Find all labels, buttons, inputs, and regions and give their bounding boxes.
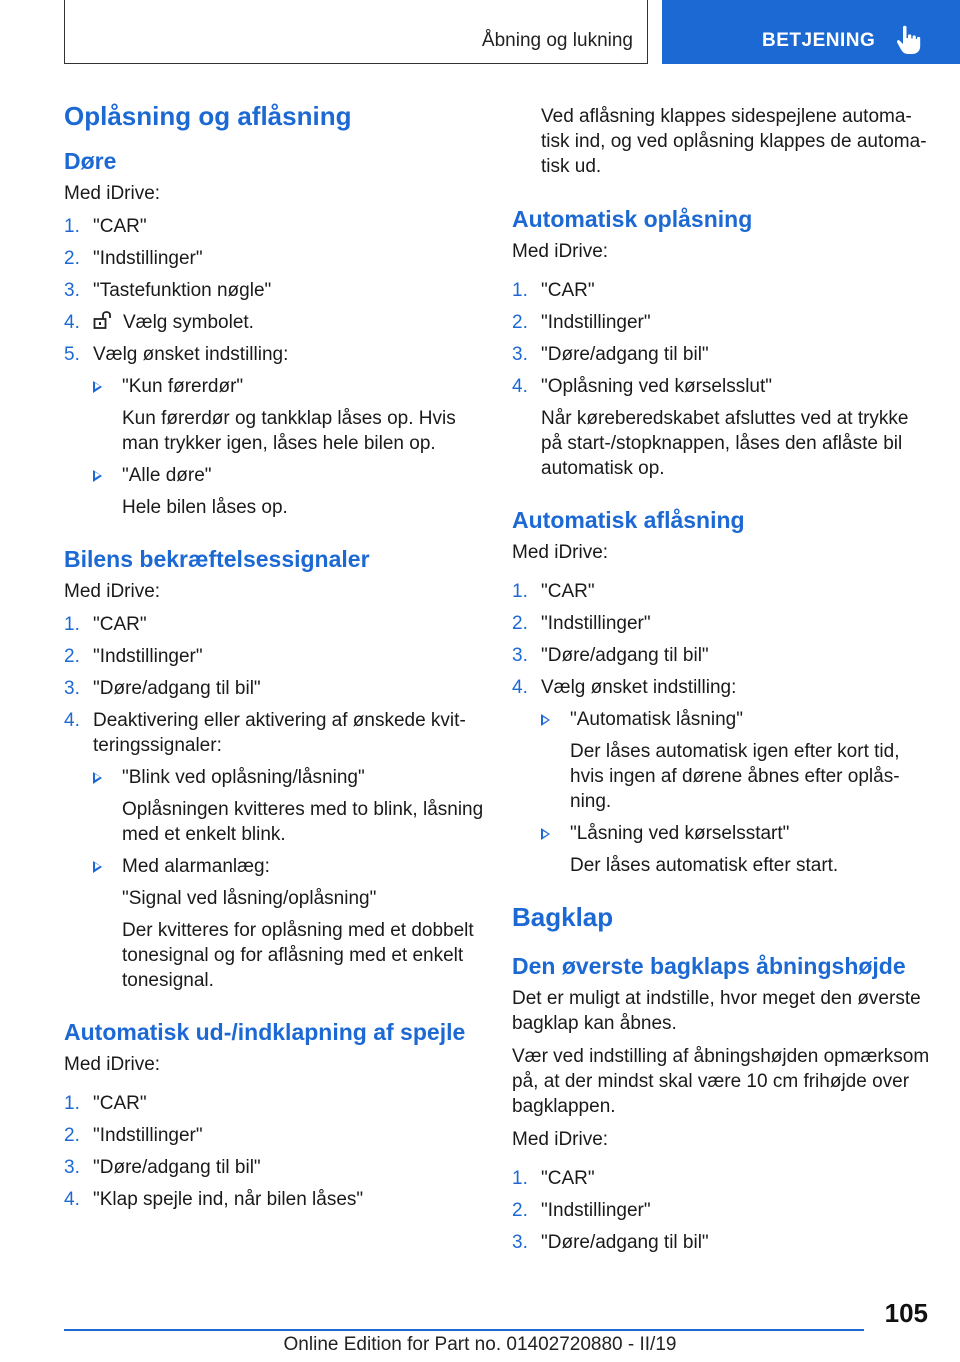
step-number: 1. [64,1092,80,1114]
step-number: 2. [512,613,528,635]
option-item [93,374,484,456]
doors-steps [64,214,484,520]
footer-divider [64,1329,864,1331]
step-number: 3. [512,645,528,667]
step-text: Deaktivering eller aktivering af ønskede kvitteringssignaler: [93,709,466,756]
confirmation-steps [64,612,484,993]
header-section-box [64,0,648,64]
intro-tailgate: Med iDrive: [512,1128,609,1150]
step-text: "Døre/adgang til bil" [93,677,261,699]
step-text: "Indstillinger" [541,613,651,635]
option-label: Med alarmanlæg: [122,855,270,877]
option-description: "Signal ved låsning/oplåsning" [122,887,377,909]
list-item [64,708,484,993]
tailgate-paragraph-1: Det er muligt at indstille, hvor meget den øverste bagklap kan åbnes. [512,987,921,1034]
left-column [64,100,484,1219]
page-number: 105 [884,1298,928,1328]
step-text: Vælg ønsket indstilling: [541,677,737,699]
step-text: "Indstillinger" [93,1124,203,1146]
mirror-description: Ved aflåsning klappes sidespejlene automatisk ind, og ved oplåsning klappes de automatisk ud. [541,106,927,177]
step-number: 5. [64,343,80,365]
intro-auto-lock: Med iDrive: [512,542,609,564]
option-item [541,707,932,814]
option-description: Kun førerdør og tankklap låses op. Hvis man trykker igen, låses hele bilen op. [122,407,456,454]
step-number: 3. [512,1231,528,1253]
step-text: "Døre/adgang til bil" [541,1231,709,1253]
step-text: "Indstillinger" [93,247,203,269]
option-item [93,463,484,520]
step-number: 3. [64,677,80,699]
list-item [512,1198,932,1223]
step-text: "Oplåsning ved kørselsslut" [541,376,773,398]
step-text: "Indstillinger" [93,645,203,667]
heading-doors: Døre [64,147,117,174]
doors-options [93,374,484,520]
step-number: 1. [64,215,80,237]
auto-lock-steps [512,579,932,878]
section-title-unlocking: Oplåsning og aflåsning [64,101,352,131]
step-number: 1. [512,1167,528,1189]
step-text: "CAR" [93,613,147,635]
auto-lock-options [541,707,932,878]
list-item [512,1230,932,1255]
footer-edition: Online Edition for Part no. 01402720880 - II/19 [283,1334,677,1355]
heading-tailgate-height: Den øverste bagklaps åbningshøjde [512,952,906,979]
step-number: 2. [64,247,80,269]
list-item [512,278,932,303]
option-description: Hele bilen låses op. [122,496,288,518]
step-number: 1. [512,280,528,302]
step-number: 1. [64,613,80,635]
list-item [512,374,932,481]
step-number: 4. [64,1188,80,1210]
list-item [64,246,484,271]
list-item [512,342,932,367]
list-item [512,1166,932,1191]
list-item [64,1187,484,1212]
intro-mirrors: Med iDrive: [64,1053,161,1075]
option-item [93,854,484,993]
step-text: "Tastefunktion nøgle" [93,279,272,301]
heading-auto-unlock: Automatisk oplåsning [512,206,753,232]
step-number: 4. [64,311,80,333]
step-text: "Klap spejle ind, når bilen låses" [93,1188,364,1210]
step-text: "Døre/adgang til bil" [541,344,709,366]
step-description: Når køreberedskabet afsluttes ved at trykke på start-/stopknappen, låses den aflåste bil automatisk op. [541,408,909,480]
heading-auto-lock: Automatisk aflåsning [512,507,745,534]
right-column [512,104,932,1262]
list-item [64,342,484,520]
section-title-tailgate: Bagklap [512,902,614,933]
step-text: Vælg symbolet. [123,311,254,333]
header-section-title: Åbning og lukning [481,30,633,51]
option-description: Der låses automatisk igen efter kort tid, hvis ingen af dørene åbnes efter oplåsning. [570,741,900,813]
step-number: 1. [512,581,528,603]
intro-auto-unlock: Med iDrive: [512,241,609,263]
step-number: 2. [64,1124,80,1146]
option-label: "Blink ved oplåsning/låsning" [122,766,365,788]
list-item [512,675,932,878]
step-text: "Indstillinger" [541,312,651,334]
mirrors-steps [64,1091,484,1212]
list-item [64,1123,484,1148]
list-item [512,611,932,636]
heading-confirmation-signals: Bilens bekræftelsessignaler [64,545,370,572]
triangle-bullet-icon [93,861,102,873]
step-text: "Indstillinger" [541,1199,651,1221]
step-text: "CAR" [541,1167,595,1189]
option-label: "Alle døre" [122,464,212,486]
list-item [64,676,484,701]
option-item [93,765,484,847]
step-text: "CAR" [93,215,147,237]
step-number: 2. [512,1199,528,1221]
hand-pointer-icon [894,24,924,56]
step-number: 3. [512,344,528,366]
auto-unlock-steps [512,278,932,481]
list-item [64,1155,484,1180]
step-number: 2. [64,645,80,667]
step-text: "CAR" [541,280,595,302]
triangle-bullet-icon [93,772,102,784]
tailgate-paragraph-2: Vær ved indstilling af åbningshøjden opmærksom på, at der mindst skal være 10 cm frihøjde over bagklappen. [512,1045,930,1117]
list-item [512,310,932,335]
list-item [64,278,484,303]
list-item [512,579,932,604]
intro-doors: Med iDrive: [64,182,161,204]
option-label: "Kun førerdør" [122,375,244,397]
intro-confirmation: Med iDrive: [64,580,161,602]
step-text: "Døre/adgang til bil" [93,1156,261,1178]
step-number: 4. [512,677,528,699]
option-description: Der låses automatisk efter start. [570,855,839,877]
option-description: Oplåsningen kvitteres med to blink, låsning med et enkelt blink. [122,798,484,845]
list-item [64,612,484,637]
list-item [64,644,484,669]
list-item [512,643,932,668]
heading-mirrors: Automatisk ud-/indklapning af spejle [64,1018,466,1045]
triangle-bullet-icon [93,381,102,393]
tailgate-steps [512,1166,932,1255]
triangle-bullet-icon [93,470,102,482]
unlock-icon [93,310,113,330]
step-number: 4. [64,709,80,731]
header-chapter-title: BETJENING [762,30,876,51]
triangle-bullet-icon [541,828,550,840]
step-text: Vælg ønsket indstilling: [93,343,289,365]
step-text: "Døre/adgang til bil" [541,645,709,667]
list-item [64,214,484,239]
step-number: 2. [512,312,528,334]
option-label: "Låsning ved kørselsstart" [570,823,790,845]
step-text: "CAR" [541,581,595,603]
step-number: 3. [64,1156,80,1178]
triangle-bullet-icon [541,714,550,726]
list-item [64,310,484,335]
header-chapter-tab [662,0,960,64]
option-item [541,821,932,878]
step-number: 4. [512,376,528,398]
step-number: 3. [64,279,80,301]
list-item [64,1091,484,1116]
option-description: Der kvitteres for oplåsning med et dobbelt tonesignal og for aflåsning med et enkelt tonesignal. [122,919,474,991]
confirmation-options [93,765,484,993]
option-label: "Automatisk låsning" [570,709,743,731]
step-text: "CAR" [93,1092,147,1114]
